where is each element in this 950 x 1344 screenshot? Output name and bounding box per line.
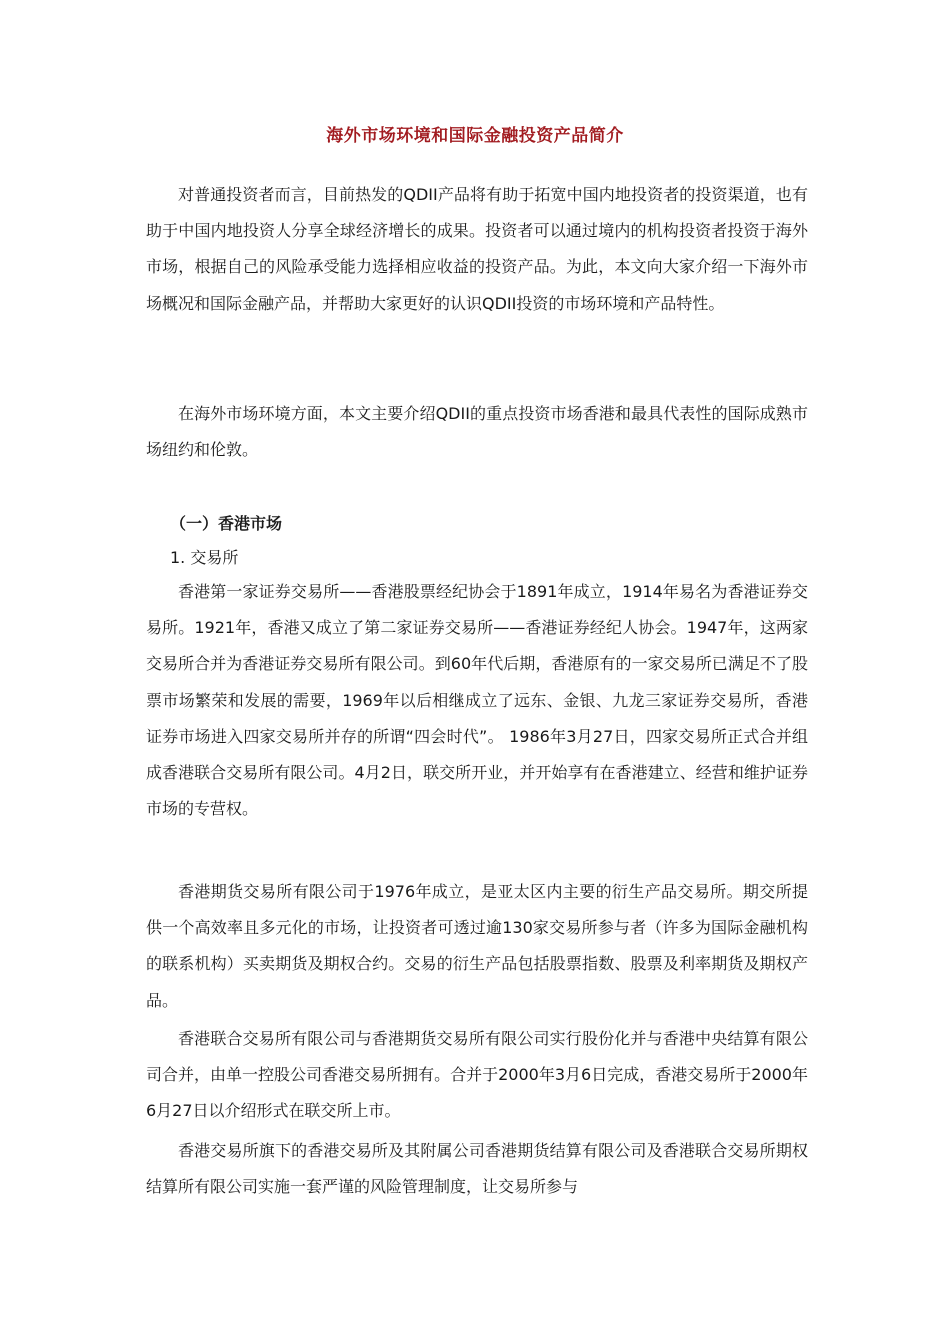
- intro-paragraph: 对普通投资者而言，目前热发的QDII产品将有助于拓宽中国内地投资者的投资渠道，也有助于中国内地投资人分享全球经济增长的成果。投资者可以通过境内的机构投资者投资于海外市场，根据自己的风险承受能力选择相应收益的投资产品。为此，本文向大家介绍一下海外市场概况和国际金融产品，并帮助大家更好的认识QDII投资的市场环境和产品特性。: [146, 185, 808, 313]
- hk-exchange-history-paragraph: 香港第一家证券交易所——香港股票经纪协会于1891年成立，1914年易名为香港证券交易所。1921年，香港又成立了第二家证券交易所——香港证券经纪人协会。1947年，这两家交易所合并为香港证券交易所有限公司。到60年代后期，香港原有的一家交易所已满足不了股票市场繁荣和发展的需要，1969年以后相继成立了远东、金银、九龙三家证券交易所，香港证券市场进入四家交易所并存的所谓“四会时代”。 1986年3月27日，四家交易所正式合并组成香港联合交易所有限公司。4月2日，联交所开业，并开始享有在香港建立、经营和维护证券市场的专营权。: [146, 582, 808, 819]
- hkex-merger-paragraph: 香港联合交易所有限公司与香港期货交易所有限公司实行股份化并与香港中央结算有限公司合并，由单一控股公司香港交易所拥有。合并于2000年3月6日完成，香港交易所于2000年6月27日以介绍形式在联交所上市。: [146, 1029, 808, 1121]
- risk-management-paragraph: 香港交易所旗下的香港交易所及其附属公司香港期货结算有限公司及香港联合交易所期权结算所有限公司实施一套严谨的风险管理制度，让交易所参与: [146, 1141, 808, 1197]
- hk-futures-paragraph: 香港期货交易所有限公司于1976年成立，是亚太区内主要的衍生产品交易所。期交所提供一个高效率且多元化的市场，让投资者可透过逾130家交易所参与者（许多为国际金融机构的联系机构）买卖期货及期权合约。交易的衍生产品包括股票指数、股票及利率期货及期权产品。: [146, 882, 808, 1010]
- section-heading-hong-kong-market: （一）香港市场: [170, 514, 283, 533]
- subsection-heading-exchange: 1. 交易所: [170, 548, 239, 567]
- scope-paragraph: 在海外市场环境方面，本文主要介绍QDII的重点投资市场香港和最具代表性的国际成熟市场纽约和伦敦。: [146, 404, 808, 460]
- document-title: 海外市场环境和国际金融投资产品简介: [326, 126, 624, 146]
